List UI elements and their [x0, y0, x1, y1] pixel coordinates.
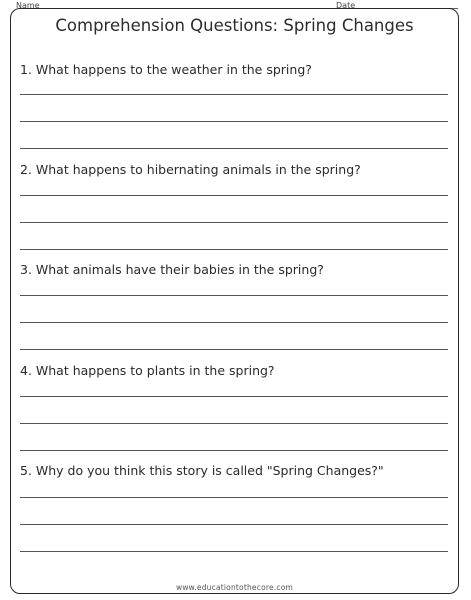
question-2: 2. What happens to hibernating animals in the spring? [20, 162, 361, 177]
answer-line-1a[interactable] [20, 94, 448, 95]
question-4: 4. What happens to plants in the spring? [20, 363, 275, 378]
name-label: Name [16, 1, 40, 10]
question-1: 1. What happens to the weather in the spring? [20, 62, 312, 77]
answer-line-1b[interactable] [20, 121, 448, 122]
question-3: 3. What animals have their babies in the spring? [20, 262, 324, 277]
answer-line-4a[interactable] [20, 396, 448, 397]
answer-line-2b[interactable] [20, 222, 448, 223]
answer-line-4b[interactable] [20, 423, 448, 424]
date-label: Date [336, 1, 356, 10]
answer-line-1c[interactable] [20, 148, 448, 149]
worksheet-frame [10, 8, 459, 594]
answer-line-2a[interactable] [20, 195, 448, 196]
answer-line-3c[interactable] [20, 349, 448, 350]
answer-line-3a[interactable] [20, 295, 448, 296]
answer-line-5a[interactable] [20, 497, 448, 498]
answer-line-5c[interactable] [20, 551, 448, 552]
answer-line-5b[interactable] [20, 524, 448, 525]
answer-line-3b[interactable] [20, 322, 448, 323]
answer-line-2c[interactable] [20, 249, 448, 250]
answer-line-4c[interactable] [20, 450, 448, 451]
question-5: 5. Why do you think this story is called "Spring Changes?" [20, 463, 384, 478]
worksheet-title: Comprehension Questions: Spring Changes [55, 16, 414, 35]
footer-url: www.educationtothecore.com [176, 583, 293, 592]
